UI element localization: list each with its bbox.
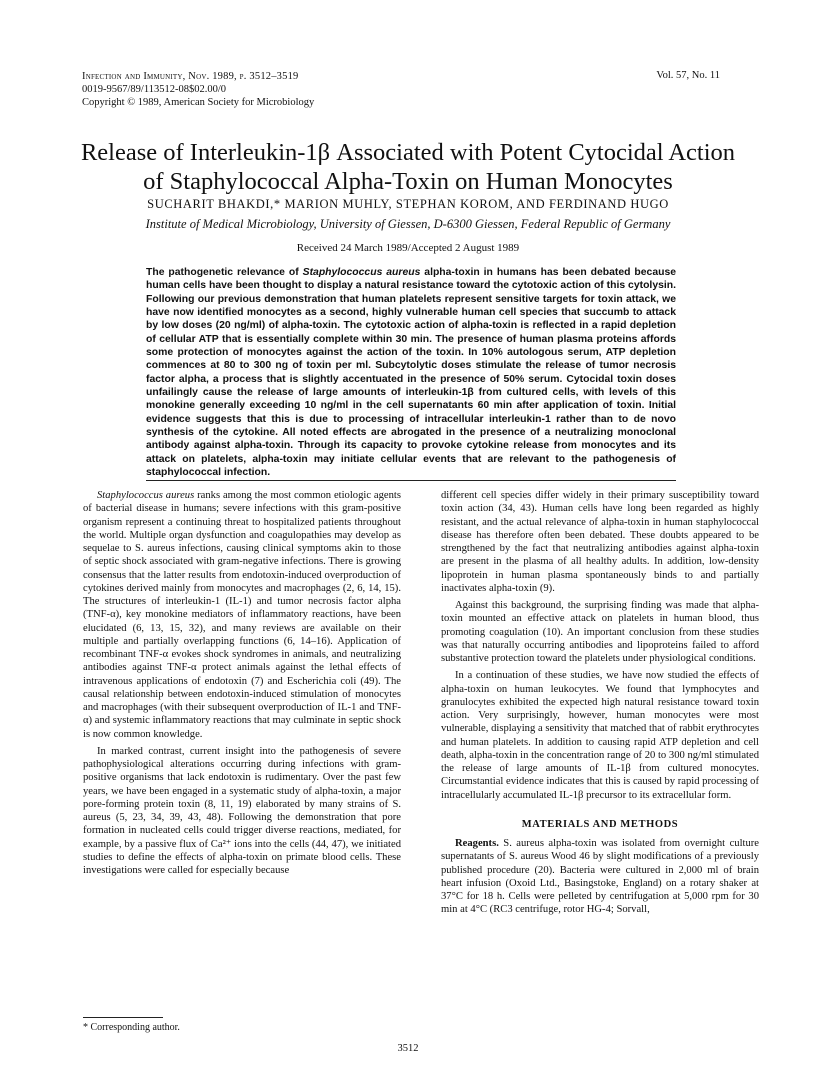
footnote: * Corresponding author.: [83, 1022, 180, 1033]
section-heading: MATERIALS AND METHODS: [521, 818, 679, 830]
intro-paragraph-1-text: ranks among the most common etiologic agents of bacterial disease in humans; severe infections with this gram-positive organism represent a continuing threat to hospitalized patients throughout the world. Multiple organ dysfunction and coagulopathies may develop as sequelae to S. aureus infections, causing clinical symptoms akin to those of septic shock associated with gram-negative infections. There is growing consensus that the latter results from endotoxin-induced overproduction of cytokines derived mainly from monocytes and macrophages (2, 6, 14, 15). The structures of interleukin-1 (IL-1) and tumor necrosis factor alpha (TNF-α), key monokine mediators of inflammatory reactions, have been elucidated (6, 13, 15, 32), and many reviews are available on their multiple and partially overlapping functions (6, 14–16). Application of recombinant TNF-α evokes shock syndromes in animals, and neutralizing antibodies against TNF-α protect animals against the lethal effects of intravenous applications of endotoxin (7) and Escherichia coli (49). The causal relationship between endotoxin-induced stimulation of monocytes and macrophages (with their subsequent overproduction of IL-1 and TNF-α) and systemic inflammatory reactions that may culminate in septic shock is now common knowledge.: [83, 490, 401, 740]
article-title: [60, 138, 756, 196]
title-line-1: Release of Interleukin-1β Associated with Potent Cytocidal Action: [80, 139, 736, 166]
body-column-right: [441, 489, 759, 917]
abstract: [146, 266, 676, 480]
journal-citation: Infection and Immunity, Nov. 1989, p. 3512–3519: [82, 71, 299, 82]
methods-paragraph-1-text: S. aureus alpha-toxin was isolated from overnight culture supernatants of S. aureus Wood 46 by slight modifications of a previously published procedure (20). Bacteria were cultured in 2,000 ml of brain heart infusion (Oxoid Ltd., Basingstoke, England) on a rotary shaker at 37°C for 18 h. Cells were pelleted by centrifugation at 5,000 rpm for 30 min at 4°C (RC3 centrifuge, rotor HG-4; Sorvall,: [441, 838, 759, 916]
title-line-2: of Staphylococcal Alpha-Toxin on Human Monocytes: [143, 168, 673, 195]
page-number: 3512: [397, 1043, 419, 1054]
body-column-left: [83, 489, 401, 877]
article-code: 0019-9567/89/113512-08$02.00/0: [82, 84, 226, 95]
intro-paragraph-5: In a continuation of these studies, we have now studied the effects of alpha-toxin on human leukocytes. We found that lymphocytes and granulocytes exhibited the expected high natural resistance toward toxin action. Very surprisingly, however, human monocytes were most vulnerable, displaying a sensitivity that matched that of rabbit erythrocytes and human platelets. In addition to causing rapid ATP depletion and cell death, alpha-toxin in the concentration range of 20 to 300 ng/ml stimulated the release of large amounts of IL-1β from cultured monocytes. Circumstantial evidence indicates that this is caused by rapid processing of intracellularly accumulated IL-1β precursor to its extracellular form.: [441, 670, 759, 801]
copyright-notice: Copyright © 1989, American Society for Microbiology: [82, 97, 315, 108]
abstract-text-rest: alpha-toxin in humans has been debated because human cells have been thought to display a natural resistance toward the cytotoxic action of this cytolysin. Following our previous demonstration that human platelets represent sensitive targets for toxin attack, we have now identified monocytes as a second, highly vulnerable human cell species that succumb to attack by low doses (20 ng/ml) of alpha-toxin. The cytotoxic action of alpha-toxin is reflected in a rapid depletion of cellular ATP that is essentially complete within 30 min. The presence of human plasma proteins affords some protection of monocytes against the action of the toxin. In 10% autologous serum, ATP depletion commences at 80 to 300 ng of toxin per ml. Subcytolytic doses stimulate the release of tumor necrosis factor alpha, a process that is slightly accentuated in the presence of 50% serum. Cytocidal toxin doses unfailingly cause the release of large amounts of interleukin-1β from cultured cells, with levels of this monokine generally exceeding 10 ng/ml in the cell supernatants 60 min after application of toxin. Initial evidence suggests that this is due to processing of intracellular interleukin-1 rather than to de novo synthesis of the cytokine. All noted effects are abrogated in the presence of a neutralizing monoclonal antibody against alpha-toxin. Through its capacity to provoke cytokine release from monocytes and its attack on platelets, alpha-toxin may initiate cellular events that are relevant to the pathogenesis of staphylococcal infection.: [146, 267, 677, 479]
affiliation: Institute of Medical Microbiology, University of Giessen, D-6300 Giessen, Federal Republic of Germany: [145, 217, 671, 231]
received-dates: Received 24 March 1989/Accepted 2 August 1989: [296, 242, 520, 254]
intro-paragraph-3: different cell species differ widely in their primary susceptibility toward toxin action (34, 43). Human cells have long been regarded as highly resistant, and the actual relevance of alpha-toxin in human staphylococcal disease has therefore often been debated. These doubts appeared to be strengthened by the fact that neutralizing antibodies against alpha-toxin are present in the plasma of all healthy adults. In addition, low-density lipoprotein in human plasma spontaneously binds to and partially inactivates alpha-toxin (9).: [441, 490, 759, 594]
abstract-text-start: The pathogenetic relevance of: [146, 267, 303, 278]
volume-issue: Vol. 57, No. 11: [656, 70, 720, 81]
intro-paragraph-2: In marked contrast, current insight into the pathogenesis of severe pathophysiological alterations occurring during infections with gram-positive organisms that lack endotoxin is rudimentary. Over the past few years, we have been engaged in a systematic study of alpha-toxin, a major pore-forming protein toxin (8, 11, 19) elaborated by many strains of S. aureus (5, 23, 34, 39, 43, 48). Following the demonstration that pore formation in nucleated cells could trigger diverse reactions, mediated, for example, by a passive flux of Ca²⁺ ions into the cells (44, 47), we initiated studies to define the effects of alpha-toxin on primate blood cells. These investigations were called for especially because: [83, 745, 401, 876]
methods-run-in-heading: Reagents.: [455, 838, 499, 849]
intro-paragraph-4: Against this background, the surprising finding was made that alpha-toxin mounted an effective attack on platelets in human blood, thus promoting coagulation (10). An important conclusion from these studies was that naturally occurring antibodies and lipoproteins failed to afford substantive protection toward the platelets under physiological conditions.: [441, 600, 759, 664]
journal-header: [82, 70, 314, 109]
author-list: SUCHARIT BHAKDI,* MARION MUHLY, STEPHAN KOROM, AND FERDINAND HUGO: [147, 197, 669, 211]
intro-paragraph-1: [83, 489, 401, 741]
abstract-organism: Staphylococcus aureus: [302, 267, 421, 278]
abstract-divider: [146, 480, 676, 481]
intro-organism: Staphylococcus aureus: [97, 490, 195, 501]
footnote-divider: [83, 1017, 163, 1018]
methods-paragraph-1: [441, 837, 759, 917]
